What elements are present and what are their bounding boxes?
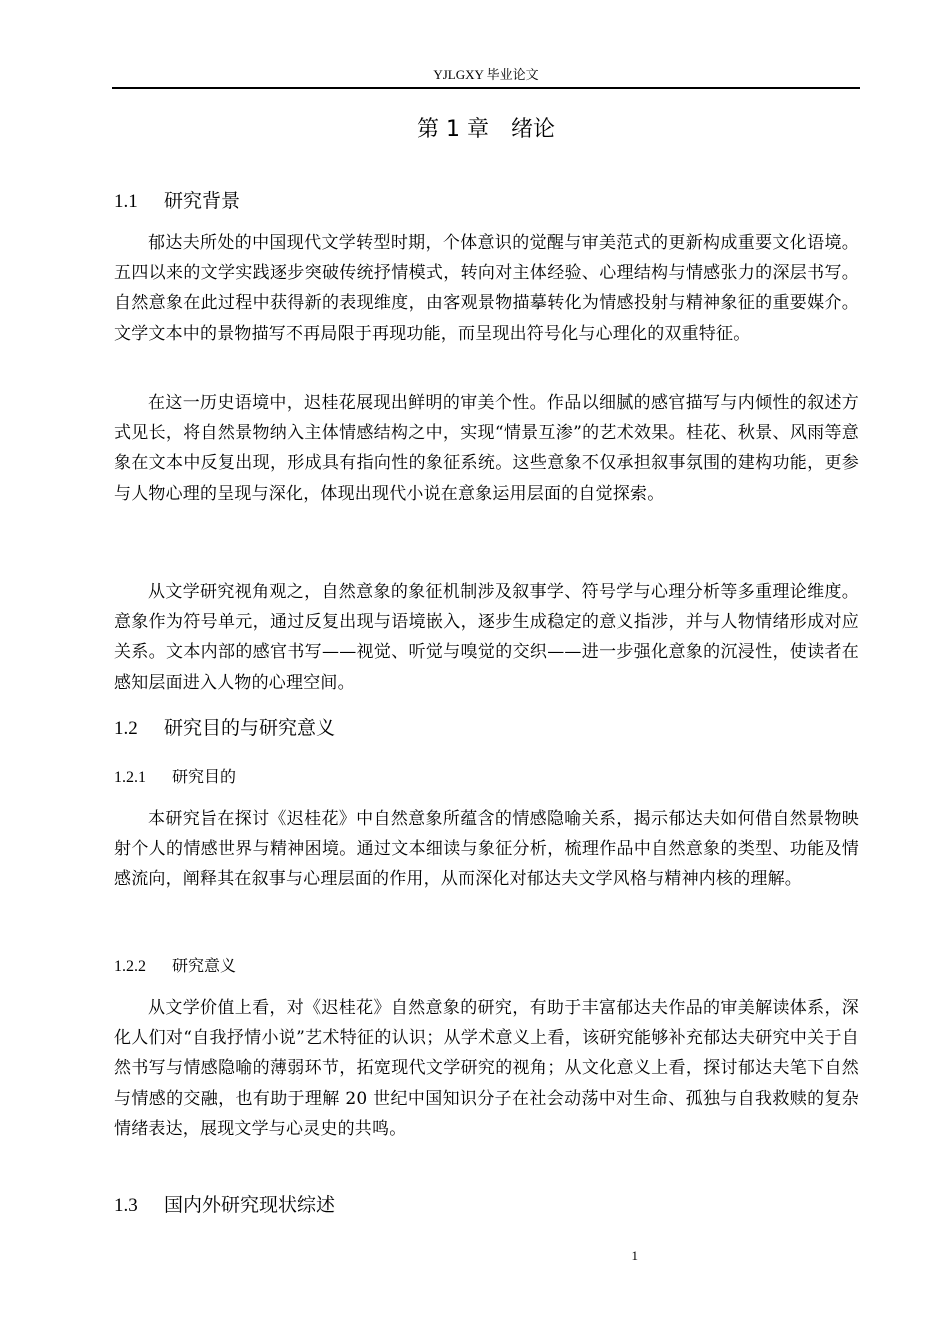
section-title: 研究背景 — [164, 190, 241, 212]
chapter-title — [112, 113, 860, 147]
paragraph: 从文学研究视角观之，自然意象的象征机制涉及叙事学、符号学与心理分析等多重理论维度。意象作为符号单元，通过反复出现与语境嵌入，逐步生成稳定的意义指涉，并与人物情绪形成对应关系。文本内部的感官书写——视觉、听觉与嗅觉的交织——进一步强化意象的沉浸性，使读者在感知层面进入人物的心理空间。 — [114, 582, 859, 693]
paragraph: 本研究旨在探讨《迟桂花》中自然意象所蕴含的情感隐喻关系，揭示郁达夫如何借自然景物映射个人的情感世界与精神困境。通过文本细读与象征分析，梳理作品中自然意象的类型、功能及情感流向，阐释其在叙事与心理层面的作用，从而深化对郁达夫文学风格与精神内核的理解。 — [114, 809, 859, 890]
section-heading — [114, 186, 240, 217]
section-number: 1.2 — [114, 718, 138, 739]
paragraph: 郁达夫所处的中国现代文学转型时期，个体意识的觉醒与审美范式的更新构成重要文化语境。五四以来的文学实践逐步突破传统抒情模式，转向对主体经验、心理结构与情感张力的深层书写。自然意象在此过程中获得新的表现维度，由客观景物描摹转化为情感投射与精神象征的重要媒介。文学文本中的景物描写不再局限于再现功能，而呈现出符号化与心理化的双重特征。 — [114, 233, 859, 344]
header-rule — [112, 87, 860, 89]
paragraph: 从文学价值上看，对《迟桂花》自然意象的研究，有助于丰富郁达夫作品的审美解读体系，深化人们对“自我抒情小说”艺术特征的认识；从学术意义上看，该研究能够补充郁达夫研究中关于自然书写与情感隐喻的薄弱环节，拓宽现代文学研究的视角；从文化意义上看，探讨郁达夫笔下自然与情感的交融，也有助于理解 20 世纪中国知识分子在社会动荡中对生命、孤独与自我救赎的复杂情绪表达，展现文学与心灵史的共鸣。 — [114, 998, 859, 1139]
section-title: 国内外研究现状综述 — [164, 1194, 336, 1216]
section-heading — [114, 1190, 335, 1221]
subsection-number: 1.2.1 — [114, 769, 146, 786]
section-number: 1.3 — [114, 1195, 138, 1216]
chapter-number: 第 1 章 — [417, 117, 489, 142]
section-title: 研究目的与研究意义 — [164, 717, 336, 739]
running-header: YJLGXY 毕业论文 — [433, 67, 539, 82]
subsection-heading — [114, 764, 236, 791]
page-number: 1 — [631, 1248, 638, 1263]
subsection-title: 研究目的 — [172, 767, 237, 786]
subsection-number: 1.2.2 — [114, 958, 146, 975]
subsection-title: 研究意义 — [172, 956, 237, 975]
subsection-heading — [114, 953, 236, 980]
chapter-title-text: 绪论 — [510, 117, 555, 142]
paragraph: 在这一历史语境中，迟桂花展现出鲜明的审美个性。作品以细腻的感官描写与内倾性的叙述方式见长，将自然景物纳入主体情感结构之中，实现“情景互渗”的艺术效果。桂花、秋景、风雨等意象在文本中反复出现，形成具有指向性的象征系统。这些意象不仅承担叙事氛围的建构功能，更参与人物心理的呈现与深化，体现出现代小说在意象运用层面的自觉探索。 — [114, 393, 859, 504]
section-number: 1.1 — [114, 191, 138, 212]
section-heading — [114, 713, 335, 744]
